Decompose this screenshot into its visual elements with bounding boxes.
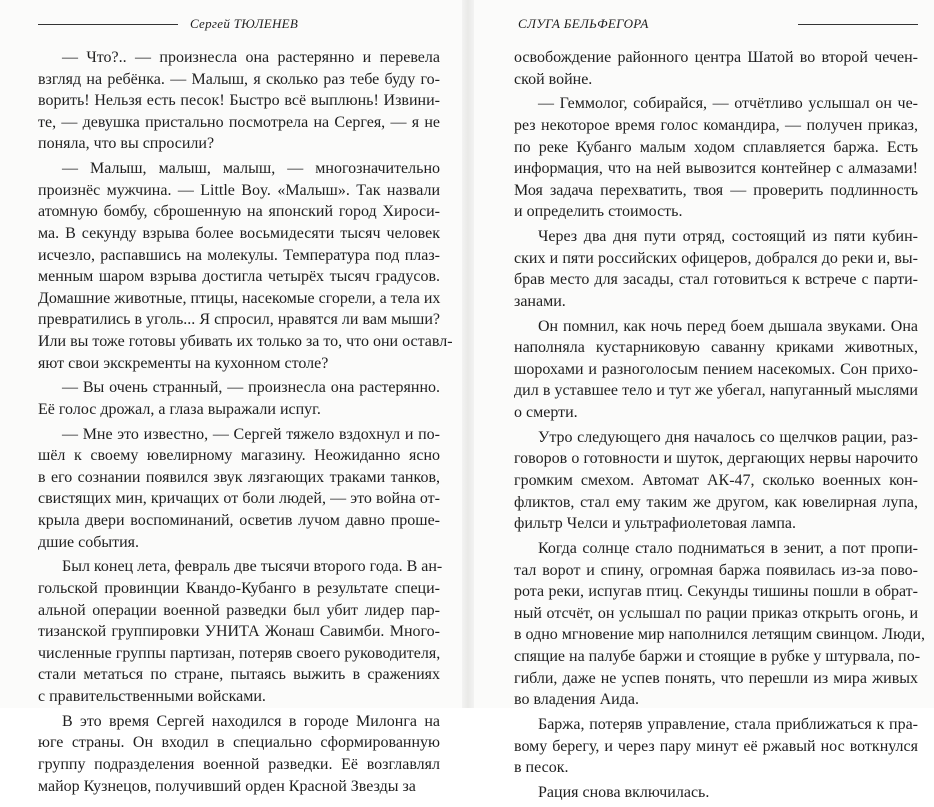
text-line: ских и пяти российских офицеров, добрался до реки и, вы-	[514, 249, 918, 267]
paragraph	[38, 47, 440, 155]
text-line: яют свои экскременты на кухонном столе?	[38, 354, 329, 372]
right-running-head	[514, 15, 918, 35]
text-line: Когда солнце стало подниматься в зенит, а пот пропи-	[538, 540, 918, 557]
text-line: спящие на палубе баржи и стоящие в рубке у штурвала, по-	[514, 647, 921, 665]
text-line: занами.	[514, 292, 566, 310]
text-line: дшие события.	[38, 533, 140, 551]
book-gutter	[462, 0, 474, 708]
paragraph	[38, 158, 453, 374]
text-line: Или вы тоже готовы убивать их только за то, что они оставл-	[38, 332, 453, 350]
right-head-rule	[798, 24, 918, 25]
left-head-author: Сергей ТЮЛЕНЕВ	[190, 16, 299, 31]
text-line: в его сознании появился звук лязгающих траками танков,	[38, 468, 440, 486]
text-line: ный отсчёт, он услышал по рации приказ открыть огонь, и	[514, 604, 918, 622]
right-body-text	[514, 47, 925, 807]
text-line: Её голос дрожал, а глаза выражали испуг.	[38, 400, 321, 418]
paragraph	[514, 47, 918, 90]
text-line: альной операции военной разведки был убит лидер пар-	[38, 601, 440, 619]
text-line: в одно мгновение мир наполнился летящим свинцом. Люди,	[514, 626, 925, 644]
text-line: тизанской группировки УНИТА Жонаш Савимби. Много-	[38, 623, 440, 641]
left-running-head	[38, 15, 440, 35]
text-line: стали метаться по стране, пытаясь выжить в сражениях	[38, 666, 440, 684]
text-line: гибли, даже не успев понять, что перешли из мира живых	[514, 669, 918, 687]
text-line: — Мне это известно, — Сергей тяжело вздохнул и по-	[62, 425, 440, 443]
text-line: говоров о готовности и шуток, дергающих нервы нарочито	[514, 450, 918, 468]
paragraph	[38, 556, 443, 707]
left-page	[38, 0, 453, 795]
text-line: тал ворот и спину, огромная баржа появилась из-за пово-	[514, 561, 918, 579]
text-line: крыла двери воспоминаний, осветив лучом давно проше-	[38, 512, 440, 530]
text-line: шорохами и разноголосым пением насекомых. Сон прихо-	[514, 360, 918, 378]
text-line: дил в уставшее тело и тут же убегал, напуганный мыслями	[514, 382, 918, 400]
text-line: менным шаром взрыва достигла четырёх тысяч градусов.	[38, 268, 440, 286]
text-line: произнёс мужчина. — Little Boy. «Малыш». Так назвали	[38, 181, 440, 199]
text-line: Он помнил, как ночь перед боем дышала звуками. Она	[538, 317, 918, 335]
text-line: Был конец лета, февраль две тысячи второго года. В ан-	[62, 558, 443, 576]
text-line: с правительственными войсками.	[38, 687, 266, 705]
right-head-title: СЛУГА БЕЛЬФЕГОРА	[518, 16, 649, 31]
text-line: информация, что на ней вывозится контейнер с алмазами!	[514, 160, 918, 178]
text-line: во владения Аида.	[514, 691, 639, 709]
text-line: исчезло, распавшись на молекулы. Температура под плаз-	[38, 246, 440, 264]
text-line: фликтов, стал ему таким же другом, как ювелирная лупа,	[514, 493, 918, 511]
text-line: те, — девушка пристально посмотрела на Сергея, — я не	[38, 113, 440, 131]
paragraph	[514, 316, 918, 424]
text-line: о смерти.	[514, 404, 578, 422]
text-line: ма. В секунду взрыва более восьмидесяти тысяч человек	[38, 224, 440, 242]
paragraph	[38, 377, 440, 420]
text-line: Через два дня пути отряд, состоящий из пяти кубин-	[538, 228, 918, 246]
text-line: — Малыш, малыш, малыш, — многозначительно	[62, 160, 440, 178]
text-line: взгляд на ребёнка. — Малыш, я сколько раз тебе буду го-	[38, 70, 440, 88]
text-line: гольской провинции Квандо-Кубанго в результате специ-	[38, 580, 440, 597]
text-line: в песок.	[514, 759, 569, 777]
text-line: поняла, что вы спросили?	[38, 135, 215, 153]
text-line: превратились в уголь... Я спросил, нравятся ли вам мыши?	[38, 311, 440, 329]
text-line: — Геммолог, собирайся, — отчётливо услышал он че-	[538, 95, 918, 113]
paragraph	[514, 93, 918, 223]
text-line: майор Кузнецов, получивший орден Красной Звезды за	[38, 777, 416, 795]
text-line: шёл к своему ювелирному магазину. Неожиданно ясно	[38, 447, 440, 465]
text-line: рез некоторое время голос командира, — получен приказ,	[514, 116, 918, 134]
text-line: атомную бомбу, сброшенную на японский город Хироси-	[38, 203, 440, 221]
text-line: освобождение районного центра Шатой во второй чечен-	[514, 49, 918, 66]
text-line: ворить! Нельзя есть песок! Быстро всё выплюнь! Извини-	[38, 92, 440, 110]
paragraph	[514, 538, 925, 711]
text-line: Рация снова включилась.	[538, 783, 710, 801]
text-line: ской войне.	[514, 70, 593, 88]
text-line: наполняла кустарниковую саванну криками животных,	[514, 339, 918, 357]
text-line: фильтр Челси и ультрафиолетовая лампа.	[514, 515, 797, 533]
text-line: Домашние животные, птицы, насекомые сгорели, а тела их	[38, 289, 441, 307]
text-line: Утро следующего дня началось со щелчков рации, раз-	[538, 428, 918, 446]
paragraph	[38, 711, 440, 797]
text-line: — Что?.. — произнесла она растерянно и перевела	[62, 49, 440, 66]
left-head-rule	[38, 24, 178, 25]
text-line: юге страны. Он входил в специально сформированную	[38, 734, 440, 752]
text-line: — Вы очень странный, — произнесла она растерянно.	[62, 379, 440, 397]
text-line: В это время Сергей находился в городе Милонга на	[62, 712, 440, 730]
text-line: по реке Кубанго малым ходом сплавляется баржа. Есть	[514, 138, 918, 156]
paragraph	[38, 424, 440, 554]
text-line: рота реки, испугав птиц. Секунды тишины пошли в обрат-	[514, 583, 918, 601]
paragraph	[514, 782, 918, 804]
text-line: численные группы партизан, потеряв своего руководителя,	[38, 644, 441, 662]
right-page	[514, 0, 925, 801]
text-line: громким смехом. Автомат АК-47, сколько военных кон-	[514, 472, 918, 490]
paragraph	[514, 226, 918, 312]
text-line: Моя задача перехватить, твоя — проверить подлинность	[514, 181, 918, 199]
text-line: свистящих мин, кричащих от боли людей, — это война от-	[38, 490, 440, 508]
text-line: вому берегу, и через пару минут её ржавый нос воткнулся	[514, 737, 918, 755]
left-body-text	[38, 47, 453, 800]
text-line: и определить стоимость.	[514, 203, 683, 221]
paragraph	[514, 714, 918, 779]
text-line: брав место для засады, стал готовиться к встрече с парти-	[514, 271, 918, 289]
text-line: группу подразделения военной разведки. Её возглавлял	[38, 755, 440, 773]
text-line: Баржа, потеряв управление, стала приближаться к пра-	[538, 715, 918, 733]
paragraph	[514, 427, 918, 535]
